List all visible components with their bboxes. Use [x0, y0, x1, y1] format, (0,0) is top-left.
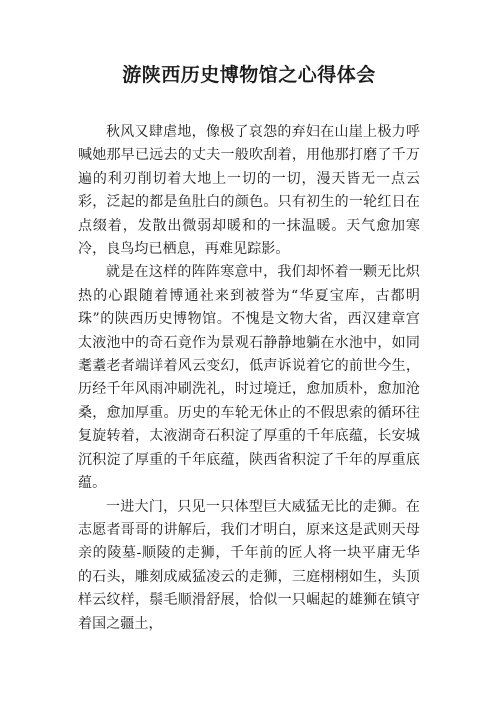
document-title: 游陕西历史博物馆之心得体会 [122, 64, 376, 86]
document-body [78, 121, 420, 636]
paragraph: 秋风又肆虐地，像极了哀怨的弃妇在山崖上极力呼喊她那早已远去的丈夫一般吹刮着，用他那打磨了千万遍的利刃削切着大地上一切的一切，漫天皆无一点云彩，泛起的都是鱼肚白的颜色。只有初生的一轮红日在点缀着，发散出微弱却暖和的一抹温暖。天气愈加寒冷，良鸟均已栖息，再难见踪影。 [78, 124, 420, 258]
paragraph: 就是在这样的阵阵寒意中，我们却怀着一颗无比炽热的心跟随着博通社来到被誉为“华夏宝库，古都明珠”的陕西历史博物馆。不愧是文物大省，西汉建章宫太液池中的奇石竟作为景观石静静地躺在水池中，如同耄耋老者端详着风云变幻，低声诉说着它的前世今生，历经千年风雨冲刷洗礼，时过境迁，愈加质朴，愈加沧桑，愈加厚重。历史的车轮无休止的不假思索的循环往复旋转着，太液湖奇石积淀了厚重的千年底蕴，长安城沉积淀了厚重的千年底蕴，陕西省积淀了千年的厚重底蕴。 [78, 264, 420, 492]
paragraph: 一进大门，只见一只体型巨大威猛无比的走狮。在志愿者哥哥的讲解后，我们才明白，原来这是武则天母亲的陵墓-顺陵的走狮，千年前的匠人将一块平庸无华的石头，雕刻成威猛凌云的走狮，三庭栩栩如生，头顶样云纹样，鬃毛顺滑舒展，恰似一只崛起的雄狮在镇守着国之疆土， [78, 498, 420, 632]
